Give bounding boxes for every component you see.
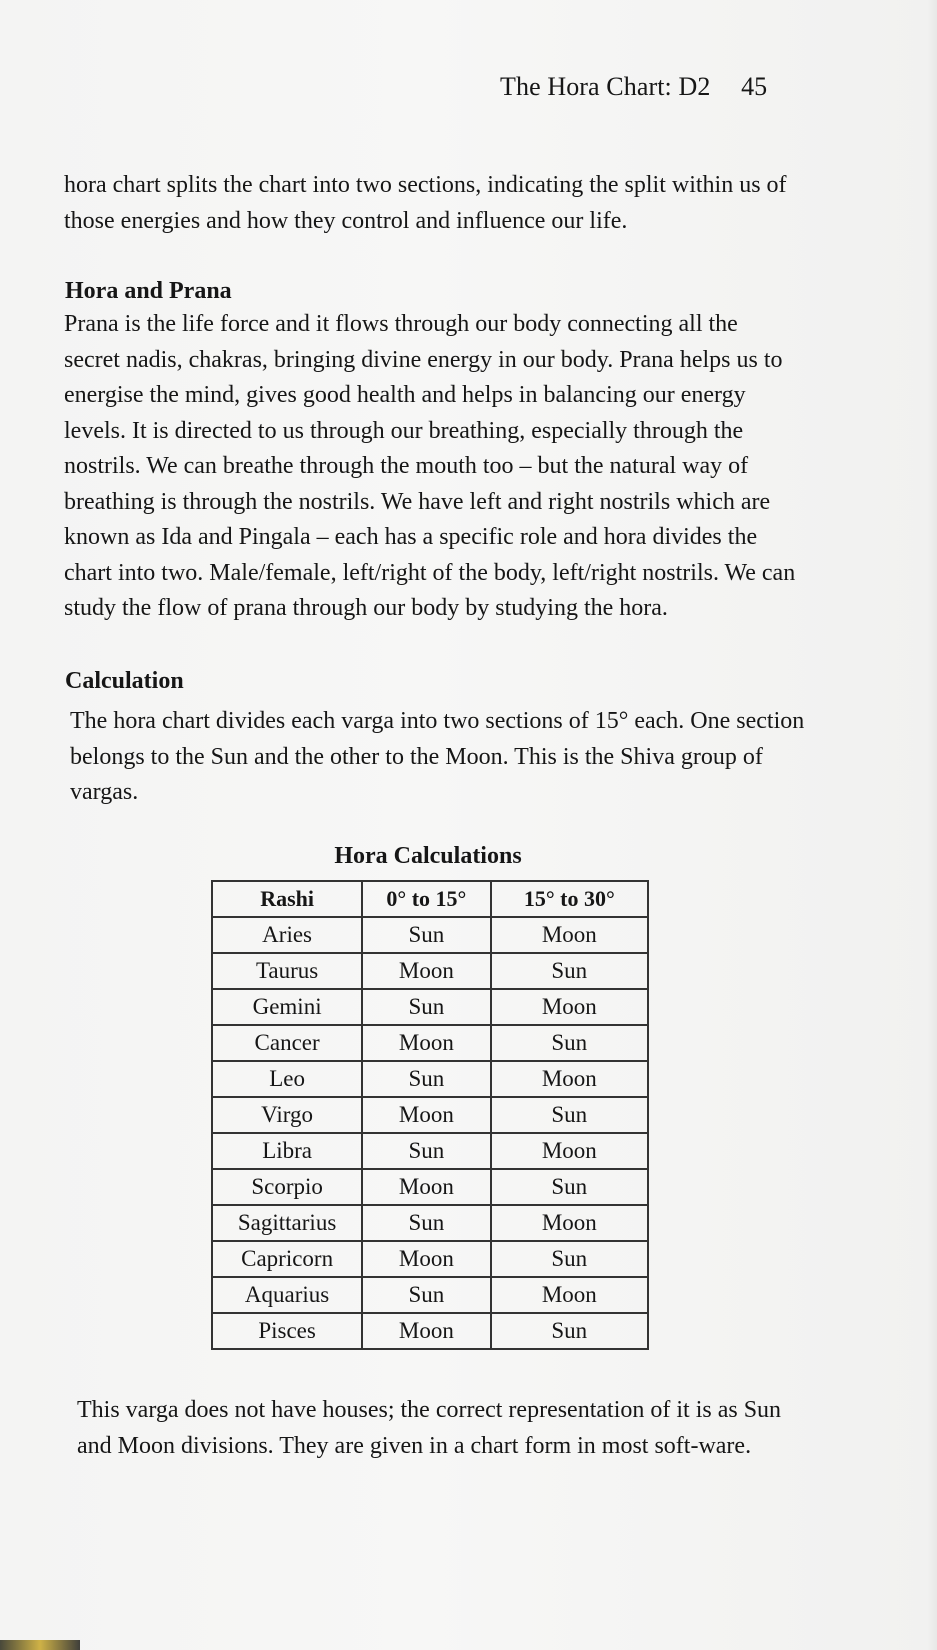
table-cell: Moon xyxy=(491,1061,648,1097)
table-cell: Aries xyxy=(212,917,362,953)
table-cell: Aquarius xyxy=(212,1277,362,1313)
table-cell: Leo xyxy=(212,1061,362,1097)
table-cell: Sun xyxy=(362,1061,490,1097)
table-cell: Moon xyxy=(362,1097,490,1133)
running-header xyxy=(500,72,790,102)
table-cell: Moon xyxy=(491,1133,648,1169)
table-cell: Sun xyxy=(491,1313,648,1349)
table-title: Hora Calculations xyxy=(334,843,522,869)
table-cell: Moon xyxy=(362,1241,490,1277)
hora-table-container xyxy=(211,880,649,1350)
table-cell: Moon xyxy=(362,1313,490,1349)
table-cell: Moon xyxy=(491,989,648,1025)
table-cell: Moon xyxy=(362,953,490,989)
header-cell-rashi: Rashi xyxy=(212,881,362,917)
table-cell: Sun xyxy=(362,1205,490,1241)
bottom-edge-strip xyxy=(0,1640,80,1650)
table-cell: Taurus xyxy=(212,953,362,989)
table-cell: Virgo xyxy=(212,1097,362,1133)
table-cell: Sun xyxy=(362,1133,490,1169)
table-cell: Gemini xyxy=(212,989,362,1025)
calculation-paragraph: The hora chart divides each varga into two sections of 15° each. One section belongs to the Sun and the other to the Moon. This is the Shiva group of vargas. xyxy=(70,708,805,805)
table-row xyxy=(212,1205,648,1241)
table-row xyxy=(212,1169,648,1205)
page-edge-shadow xyxy=(927,0,937,1650)
table-cell: Sun xyxy=(362,917,490,953)
table-cell: Cancer xyxy=(212,1025,362,1061)
table-cell: Moon xyxy=(362,1169,490,1205)
table-cell: Sun xyxy=(491,1241,648,1277)
header-cell-15-30: 15° to 30° xyxy=(491,881,648,917)
hora-prana-paragraph: Prana is the life force and it flows through our body connecting all the secret nadis, chakras, bringing divine energy in our body. Prana helps us to energise the mind, gives good health and helps in balancing our energy levels. It is directed to us through our breathing, especially through the nostrils. We can breathe through the mouth too – but the natural way of breathing is through the nostrils. We have left and right nostrils which are known as Ida and Pingala – each has a specific role and hora divides the chart into two. Male/female, left/right of the body, left/right nostrils. We can study the flow of prana through our body by studying the hora. xyxy=(64,311,796,621)
intro-paragraph: hora chart splits the chart into two sections, indicating the split within us of those energies and how they control and influence our life. xyxy=(64,172,787,234)
table-cell: Scorpio xyxy=(212,1169,362,1205)
table-cell: Sagittarius xyxy=(212,1205,362,1241)
header-cell-0-15: 0° to 15° xyxy=(362,881,490,917)
section-heading-calculation: Calculation xyxy=(65,668,184,694)
section-heading-hora-prana: Hora and Prana xyxy=(65,278,232,304)
table-cell: Sun xyxy=(491,953,648,989)
table-row xyxy=(212,1313,648,1349)
closing-paragraph: This varga does not have houses; the correct representation of it is as Sun and Moon divisions. They are given in a chart form in most soft-ware. xyxy=(77,1397,782,1459)
table-cell: Capricorn xyxy=(212,1241,362,1277)
table-header-row xyxy=(212,881,648,917)
table-cell: Sun xyxy=(491,1025,648,1061)
table-row xyxy=(212,1097,648,1133)
table-row xyxy=(212,1133,648,1169)
table-row xyxy=(212,1025,648,1061)
chapter-title: The Hora Chart: D2 xyxy=(500,72,711,101)
table-cell: Sun xyxy=(491,1169,648,1205)
table-row xyxy=(212,917,648,953)
table-cell: Moon xyxy=(491,1277,648,1313)
hora-calculations-table xyxy=(211,880,649,1350)
page-number: 45 xyxy=(741,72,768,101)
table-row xyxy=(212,1061,648,1097)
table-cell: Moon xyxy=(491,1205,648,1241)
table-cell: Libra xyxy=(212,1133,362,1169)
table-row xyxy=(212,1241,648,1277)
table-row xyxy=(212,953,648,989)
table-cell: Moon xyxy=(362,1025,490,1061)
table-cell: Sun xyxy=(362,1277,490,1313)
table-cell: Sun xyxy=(491,1097,648,1133)
table-cell: Moon xyxy=(491,917,648,953)
table-row xyxy=(212,989,648,1025)
table-cell: Sun xyxy=(362,989,490,1025)
table-cell: Pisces xyxy=(212,1313,362,1349)
table-row xyxy=(212,1277,648,1313)
